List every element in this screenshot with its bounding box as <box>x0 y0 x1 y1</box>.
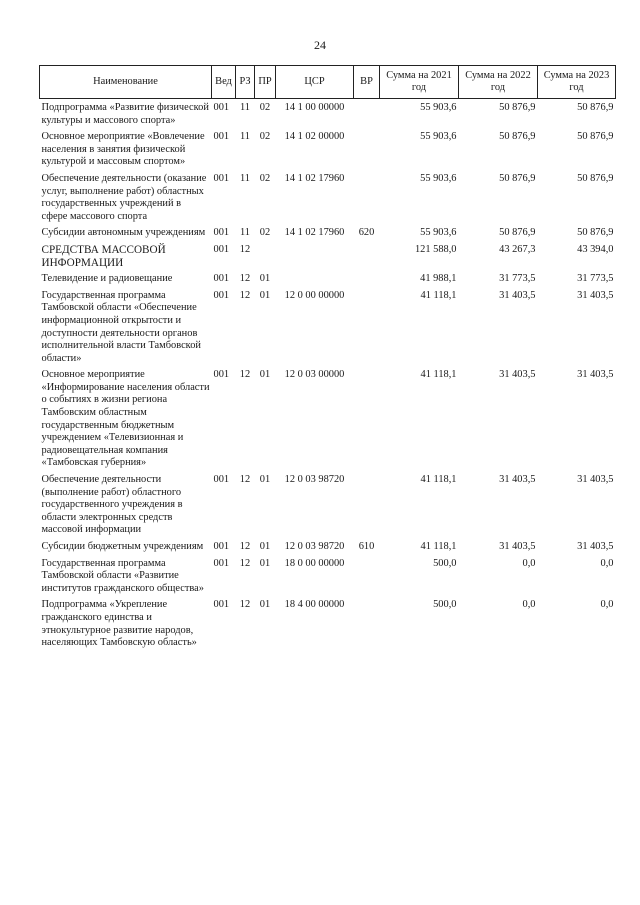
table-header-row <box>40 66 616 99</box>
row-ved: 001 <box>213 102 230 113</box>
row-name: Основное мероприятие «Вовлечение населения в занятия физической культурой и массовым спортом» <box>41 131 205 168</box>
table-row <box>40 474 616 541</box>
row-name: СРЕДСТВА МАССОВОЙ ИНФОРМАЦИИ <box>41 243 166 269</box>
table-row <box>40 599 616 653</box>
row-rz: 12 <box>239 557 251 569</box>
header-vr: ВР <box>354 66 380 99</box>
row-rz: 12 <box>239 243 251 255</box>
row-ved: 001 <box>213 599 230 611</box>
row-pr: 02 <box>259 131 271 143</box>
row-csr: 14 1 02 17960 <box>284 172 345 184</box>
row-vr <box>354 290 380 370</box>
row-sum-2022: 31 773,5 <box>499 273 536 285</box>
row-rz: 12 <box>239 474 251 486</box>
header-csr: ЦСР <box>276 66 354 99</box>
row-csr <box>276 273 354 290</box>
table-row <box>40 173 616 227</box>
row-sum-2023: 31 403,5 <box>577 474 614 486</box>
row-rz: 11 <box>239 102 250 113</box>
row-name: Субсидии бюджетным учреждениям <box>41 541 204 552</box>
row-ved: 001 <box>213 369 230 381</box>
row-csr <box>276 244 354 273</box>
header-ved: Вед <box>212 66 236 99</box>
table-row <box>40 558 616 600</box>
row-sum-2021: 41 118,1 <box>420 369 457 381</box>
row-sum-2022: 31 403,5 <box>499 541 536 552</box>
row-sum-2023: 50 876,9 <box>577 131 614 143</box>
row-sum-2022: 50 876,9 <box>499 172 536 184</box>
row-sum-2022: 50 876,9 <box>499 131 536 143</box>
row-sum-2022: 0,0 <box>522 557 536 569</box>
header-sum-2023: Сумма на 2023 год <box>538 66 616 99</box>
row-ved: 001 <box>213 131 230 143</box>
row-ved: 001 <box>213 273 230 285</box>
table-row <box>40 290 616 370</box>
row-vr <box>354 369 380 474</box>
row-csr: 12 0 03 98720 <box>284 541 345 552</box>
row-sum-2022: 50 876,9 <box>499 227 536 239</box>
row-sum-2022: 50 876,9 <box>499 102 536 113</box>
row-vr <box>354 273 380 290</box>
row-sum-2023: 31 773,5 <box>577 273 614 285</box>
row-ved: 001 <box>213 172 230 184</box>
row-sum-2021: 41 988,1 <box>420 273 457 285</box>
row-sum-2023: 50 876,9 <box>577 102 614 113</box>
table-row <box>40 244 616 273</box>
row-sum-2021: 41 118,1 <box>420 541 457 552</box>
row-name: Основное мероприятие «Информирование населения области о событиях в жизни региона Тамбовским областным государственным бюджетным учреждением «Телевизионная и радиовещательная компания «Тамбовская губерния» <box>41 369 210 469</box>
row-sum-2021: 41 118,1 <box>420 474 457 486</box>
row-sum-2021: 55 903,6 <box>420 227 457 239</box>
row-pr: 01 <box>259 289 271 301</box>
row-ved: 001 <box>213 227 230 239</box>
row-ved: 001 <box>213 557 230 569</box>
row-pr: 02 <box>259 227 271 239</box>
table-row <box>40 131 616 173</box>
row-sum-2022: 31 403,5 <box>499 289 536 301</box>
row-vr: 610 <box>358 541 375 552</box>
row-name: Государственная программа Тамбовской области «Развитие институтов гражданского общества» <box>41 557 204 594</box>
row-name: Субсидии автономным учреждениям <box>41 227 206 239</box>
row-vr <box>354 99 380 132</box>
row-sum-2021: 121 588,0 <box>414 243 457 255</box>
row-pr: 01 <box>259 557 271 569</box>
row-sum-2023: 31 403,5 <box>577 541 614 552</box>
row-csr: 12 0 03 98720 <box>284 474 345 486</box>
row-rz: 11 <box>239 131 250 143</box>
row-sum-2023: 43 394,0 <box>577 243 614 255</box>
row-rz: 12 <box>239 289 251 301</box>
table-row <box>40 227 616 244</box>
table-row <box>40 369 616 474</box>
header-pr: ПР <box>255 66 276 99</box>
row-vr <box>354 558 380 600</box>
row-csr: 14 1 00 00000 <box>284 102 345 113</box>
row-vr: 620 <box>358 227 375 239</box>
row-sum-2021: 55 903,6 <box>420 131 457 143</box>
row-name: Подпрограмма «Укрепление гражданского единства и этнокультурное развитие народов, населяющих Тамбовскую область» <box>41 599 197 649</box>
header-rz: РЗ <box>236 66 255 99</box>
row-pr: 01 <box>259 474 271 486</box>
header-sum-2021: Сумма на 2021 год <box>380 66 459 99</box>
row-name: Подпрограмма «Развитие физической культуры и массового спорта» <box>41 102 209 126</box>
row-name: Обеспечение деятельности (выполнение работ) областного государственного учреждения в области электронных средств массовой информации <box>41 474 183 536</box>
row-sum-2023: 0,0 <box>600 599 614 611</box>
row-name: Телевидение и радиовещание <box>41 273 173 285</box>
row-sum-2023: 0,0 <box>600 557 614 569</box>
row-sum-2023: 31 403,5 <box>577 289 614 301</box>
row-sum-2021: 55 903,6 <box>420 102 457 113</box>
header-name: Наименование <box>40 66 212 99</box>
row-vr <box>354 599 380 653</box>
row-csr: 12 0 00 00000 <box>284 289 345 301</box>
row-pr <box>255 244 276 273</box>
row-ved: 001 <box>213 541 230 552</box>
row-name: Государственная программа Тамбовской области «Обеспечение информационной открытости и доступности деятельности органов исполнительной власти Тамбовской области» <box>41 289 201 364</box>
row-csr: 14 1 02 17960 <box>284 227 345 239</box>
row-rz: 12 <box>239 273 251 285</box>
row-rz: 12 <box>239 599 251 611</box>
row-csr: 18 4 00 00000 <box>284 599 345 611</box>
row-vr <box>354 131 380 173</box>
row-sum-2022: 31 403,5 <box>499 474 536 486</box>
row-sum-2023: 50 876,9 <box>577 227 614 239</box>
row-name: Обеспечение деятельности (оказание услуг, выполнение работ) областных государственных учреждений в сфере массового спорта <box>41 172 207 222</box>
row-sum-2022: 31 403,5 <box>499 369 536 381</box>
row-pr: 02 <box>259 102 271 113</box>
row-pr: 01 <box>259 369 271 381</box>
row-ved: 001 <box>213 474 230 486</box>
row-rz: 11 <box>239 227 250 239</box>
row-vr <box>354 173 380 227</box>
row-vr <box>354 244 380 273</box>
table-row <box>40 99 616 132</box>
row-pr: 01 <box>259 541 271 552</box>
row-pr: 02 <box>259 172 271 184</box>
row-ved: 001 <box>213 243 230 255</box>
row-sum-2021: 500,0 <box>433 557 457 569</box>
header-sum-2022: Сумма на 2022 год <box>459 66 538 99</box>
row-csr: 18 0 00 00000 <box>284 557 345 569</box>
row-pr: 01 <box>259 599 271 611</box>
row-sum-2022: 43 267,3 <box>499 243 536 255</box>
row-sum-2023: 50 876,9 <box>577 172 614 184</box>
row-sum-2022: 0,0 <box>522 599 536 611</box>
budget-table <box>39 65 616 654</box>
page-number: 24 <box>314 38 326 52</box>
row-sum-2021: 41 118,1 <box>420 289 457 301</box>
row-vr <box>354 474 380 541</box>
row-rz: 12 <box>239 541 251 552</box>
row-csr: 14 1 02 00000 <box>284 131 345 143</box>
table-row <box>40 273 616 290</box>
row-pr: 01 <box>259 273 271 285</box>
row-sum-2023: 31 403,5 <box>577 369 614 381</box>
row-sum-2021: 55 903,6 <box>420 172 457 184</box>
row-csr: 12 0 03 00000 <box>284 369 345 381</box>
table-row <box>40 541 616 558</box>
row-rz: 11 <box>239 172 250 184</box>
row-rz: 12 <box>239 369 251 381</box>
row-ved: 001 <box>213 289 230 301</box>
row-sum-2021: 500,0 <box>433 599 457 611</box>
